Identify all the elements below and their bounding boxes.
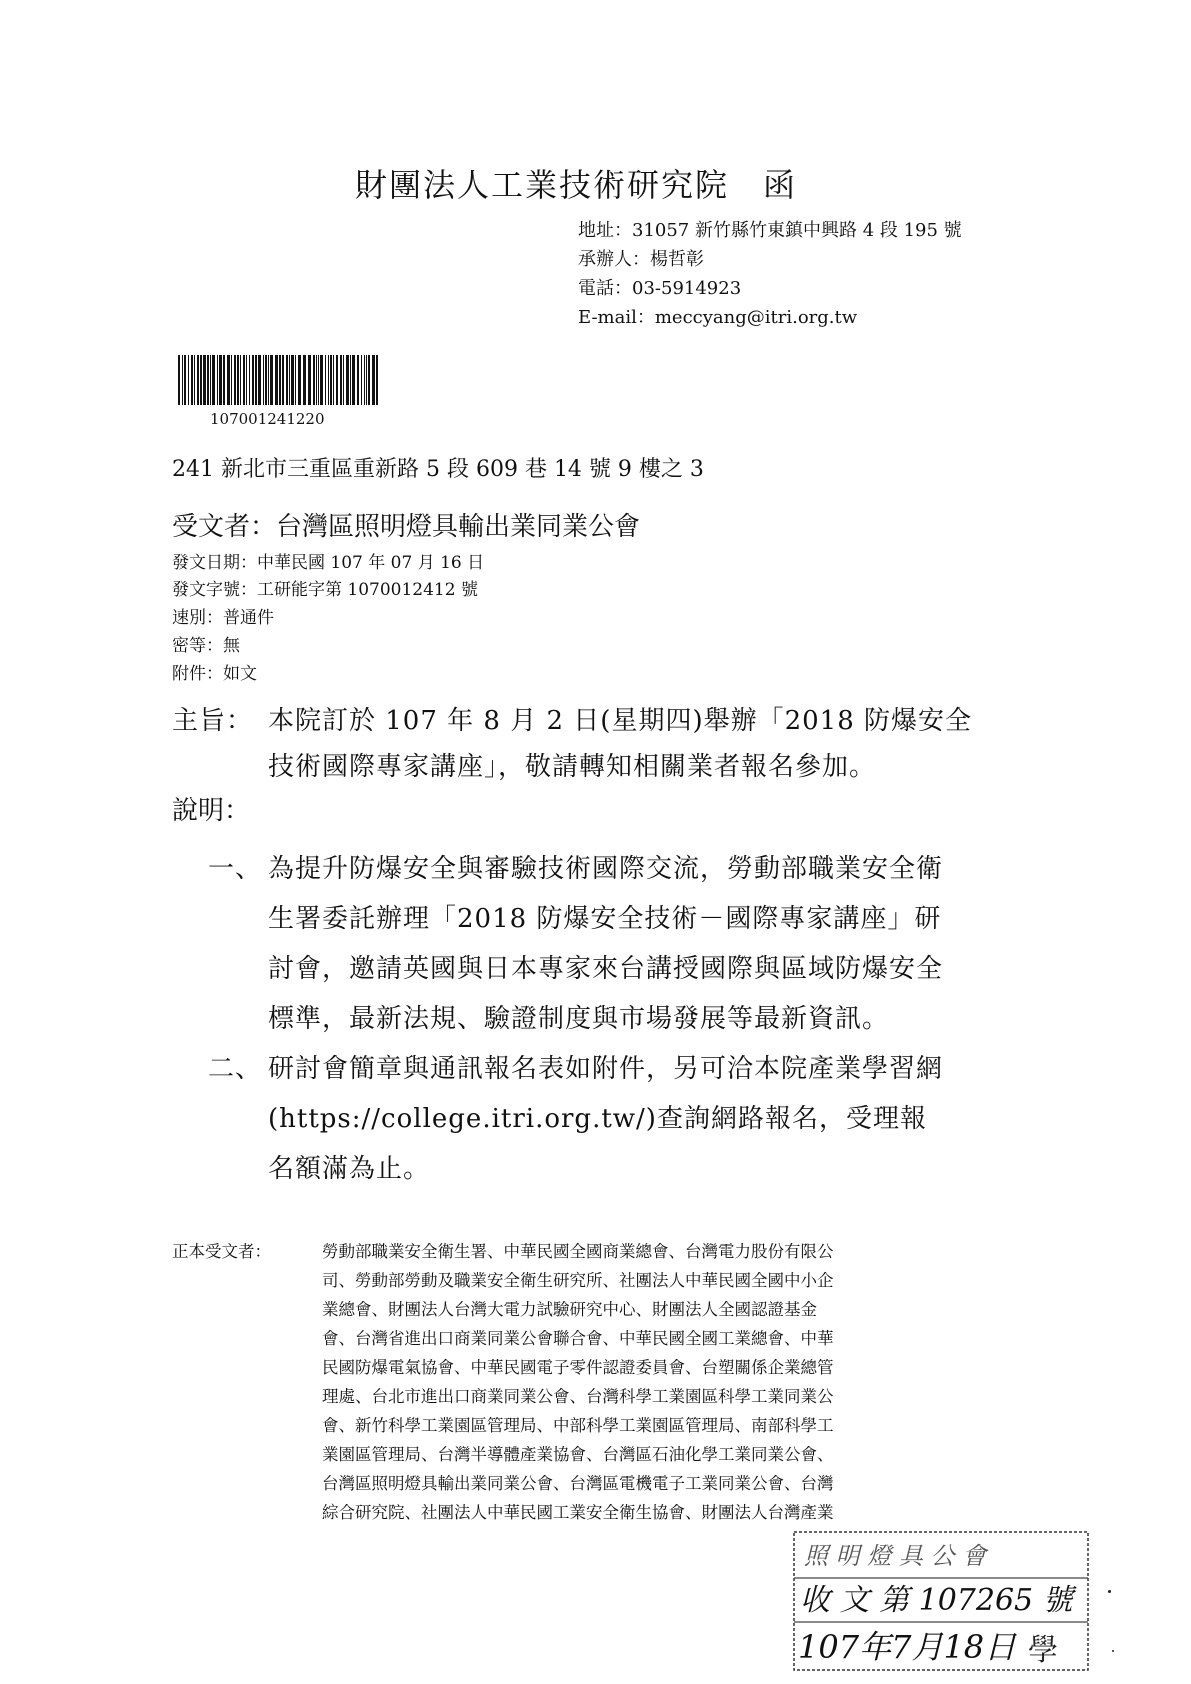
barcode-bar: [289, 355, 290, 405]
barcode-bar: [243, 355, 245, 405]
sender-email: E-mail：meccyang@itri.org.tw: [578, 307, 858, 328]
barcode-bar: [303, 355, 306, 405]
barcode-bar: [282, 355, 284, 405]
explanation-item-1-line-2: 生署委託辦理「2018 防爆安全技術－國際專家講座」研: [268, 904, 942, 934]
stamp-date: 107年7月18日: [798, 1628, 1017, 1666]
barcode-bar: [291, 355, 294, 405]
barcode-bar: [279, 355, 281, 405]
barcode-bar: [357, 355, 359, 405]
explanation-item-1-marker: 一、: [208, 854, 263, 884]
delivery-speed: 速別：普通件: [172, 608, 274, 628]
barcode-bar: [328, 355, 329, 405]
barcode-bar: [237, 355, 239, 405]
barcode-bar: [234, 355, 236, 405]
barcode-bar: [268, 355, 269, 405]
barcode-bar: [298, 355, 301, 405]
barcode-bar: [368, 355, 370, 405]
barcode-bar: [333, 355, 334, 405]
explanation-item-2-line-1: 研討會簡章與通訊報名表如附件，另可洽本院產業學習網: [268, 1054, 944, 1084]
secrecy-level: 密等：無: [172, 636, 240, 656]
explanation-item-1-line-3: 討會，邀請英國與日本專家來台講授國際與區域防爆安全: [268, 954, 944, 984]
stamp-receipt-number: 收 文 第 107265 號: [800, 1583, 1073, 1618]
barcode-bar: [340, 355, 342, 405]
barcode-bar: [258, 355, 261, 405]
document-title: 財團法人工業技術研究院 函: [355, 166, 798, 204]
barcode-bar: [366, 355, 367, 405]
cc-line-1: 勞動部職業安全衛生署、中華民國全國商業總會、台灣電力股份有限公: [322, 1242, 834, 1261]
barcode-bar: [197, 355, 199, 405]
barcode-bar: [246, 355, 247, 405]
barcode-bar: [207, 355, 209, 405]
barcode-bar: [286, 355, 288, 405]
issue-date: 發文日期：中華民國 107 年 07 月 16 日: [172, 553, 485, 573]
barcode-bar: [191, 355, 193, 405]
barcode-bar: [361, 355, 362, 405]
sender-address: 地址：31057 新竹縣竹東鎮中興路 4 段 195 號: [578, 220, 962, 241]
barcode-bar: [212, 355, 215, 405]
barcode-number: 107001241220: [210, 410, 325, 428]
stamp-org: 照 明 燈 具 公 會: [804, 1542, 987, 1570]
barcode-bar: [372, 355, 375, 405]
cc-line-7: 會、新竹科學工業園區管理局、中部科學工業園區管理局、南部科學工: [322, 1416, 834, 1435]
cc-line-4: 會、台灣省進出口商業同業公會聯合會、中華民國全國工業總會、中華: [322, 1329, 834, 1348]
barcode-bar: [263, 355, 264, 405]
barcode-bar: [227, 355, 230, 405]
barcode-bar: [308, 355, 311, 405]
barcode-bar: [231, 355, 232, 405]
barcode-bar: [255, 355, 257, 405]
recipient-address: 241 新北市三重區重新路 5 段 609 巷 14 號 9 樓之 3: [172, 457, 704, 482]
explanation-heading: 說明：: [172, 796, 251, 826]
received-stamp: [792, 1530, 1092, 1675]
subject-line-1: 本院訂於 107 年 8 月 2 日(星期四)舉辦「2018 防爆安全: [268, 706, 973, 736]
barcode-bar: [219, 355, 222, 405]
cc-line-9: 台灣區照明燈具輸出業同業公會、台灣區電機電子工業同業公會、台灣: [322, 1474, 834, 1493]
explanation-item-2-marker: 二、: [208, 1054, 263, 1084]
cc-line-10: 綜合研究院、社團法人中華民國工業安全衛生協會、財團法人台灣產業: [322, 1503, 834, 1522]
barcode-bar: [336, 355, 338, 405]
barcode-bar: [346, 355, 349, 405]
barcode-bar: [240, 355, 241, 405]
barcode-bar: [252, 355, 254, 405]
barcode-bar: [188, 355, 189, 405]
barcode: [178, 355, 378, 405]
explanation-item-1-line-1: 為提升防爆安全與審驗技術國際交流，勞動部職業安全衛: [268, 854, 944, 884]
barcode-bar: [313, 355, 315, 405]
explanation-item-2-line-3: 名額滿為止。: [268, 1154, 431, 1184]
barcode-bar: [275, 355, 278, 405]
barcode-bar: [295, 355, 296, 405]
barcode-bar: [200, 355, 202, 405]
explanation-item-2-line-2: (https://college.itri.org.tw/)查詢網路報名，受理報: [268, 1104, 927, 1134]
subject-line-2: 技術國際專家講座」，敬請轉知相關業者報名參加。: [268, 752, 877, 782]
cc-line-5: 民國防爆電氣協會、中華民國電子零件認證委員會、台塑關係企業總管: [322, 1358, 834, 1377]
cc-label: 正本受文者：: [172, 1242, 271, 1261]
attachment: 附件：如文: [172, 664, 257, 684]
document-number: 發文字號：工研能字第 1070012412 號: [172, 580, 478, 600]
barcode-bar: [182, 355, 183, 405]
barcode-bar: [330, 355, 332, 405]
cc-line-3: 業總會、財團法人台灣大電力試驗研究中心、財團法人全國認證基金: [322, 1300, 817, 1319]
stamp-seal: 學: [1028, 1633, 1058, 1668]
barcode-bar: [178, 355, 180, 405]
barcode-bar: [320, 355, 323, 405]
barcode-bar: [210, 355, 211, 405]
barcode-bar: [352, 355, 355, 405]
barcode-bar: [343, 355, 344, 405]
explanation-item-1-line-4: 標準，最新法規、驗證制度與市場發展等最新資訊。: [268, 1004, 890, 1034]
barcode-bar: [270, 355, 273, 405]
cc-line-6: 理處、台北市進出口商業同業公會、台灣科學工業園區科學工業同業公: [322, 1387, 834, 1406]
barcode-bar: [376, 355, 378, 405]
barcode-bar: [350, 355, 351, 405]
barcode-bar: [316, 355, 317, 405]
barcode-bar: [194, 355, 195, 405]
sender-phone: 電話：03-5914923: [578, 278, 742, 299]
barcode-bar: [249, 355, 250, 405]
barcode-bar: [318, 355, 319, 405]
barcode-bar: [184, 355, 186, 405]
cc-line-2: 司、勞動部勞動及職業安全衛生研究所、社團法人中華民國全國中小企: [322, 1271, 834, 1290]
cc-line-8: 業園區管理局、台灣半導體產業協會、台灣區石油化學工業同業公會、: [322, 1445, 834, 1464]
barcode-bar: [223, 355, 225, 405]
barcode-bar: [364, 355, 365, 405]
barcode-bar: [203, 355, 206, 405]
barcode-bar: [325, 355, 326, 405]
recipient: 受文者：台灣區照明燈具輸出業同業公會: [172, 512, 641, 542]
sender-contact-person: 承辦人：楊哲彰: [578, 249, 704, 270]
barcode-bar: [217, 355, 218, 405]
barcode-bar: [265, 355, 267, 405]
subject-label: 主旨：: [172, 706, 254, 736]
